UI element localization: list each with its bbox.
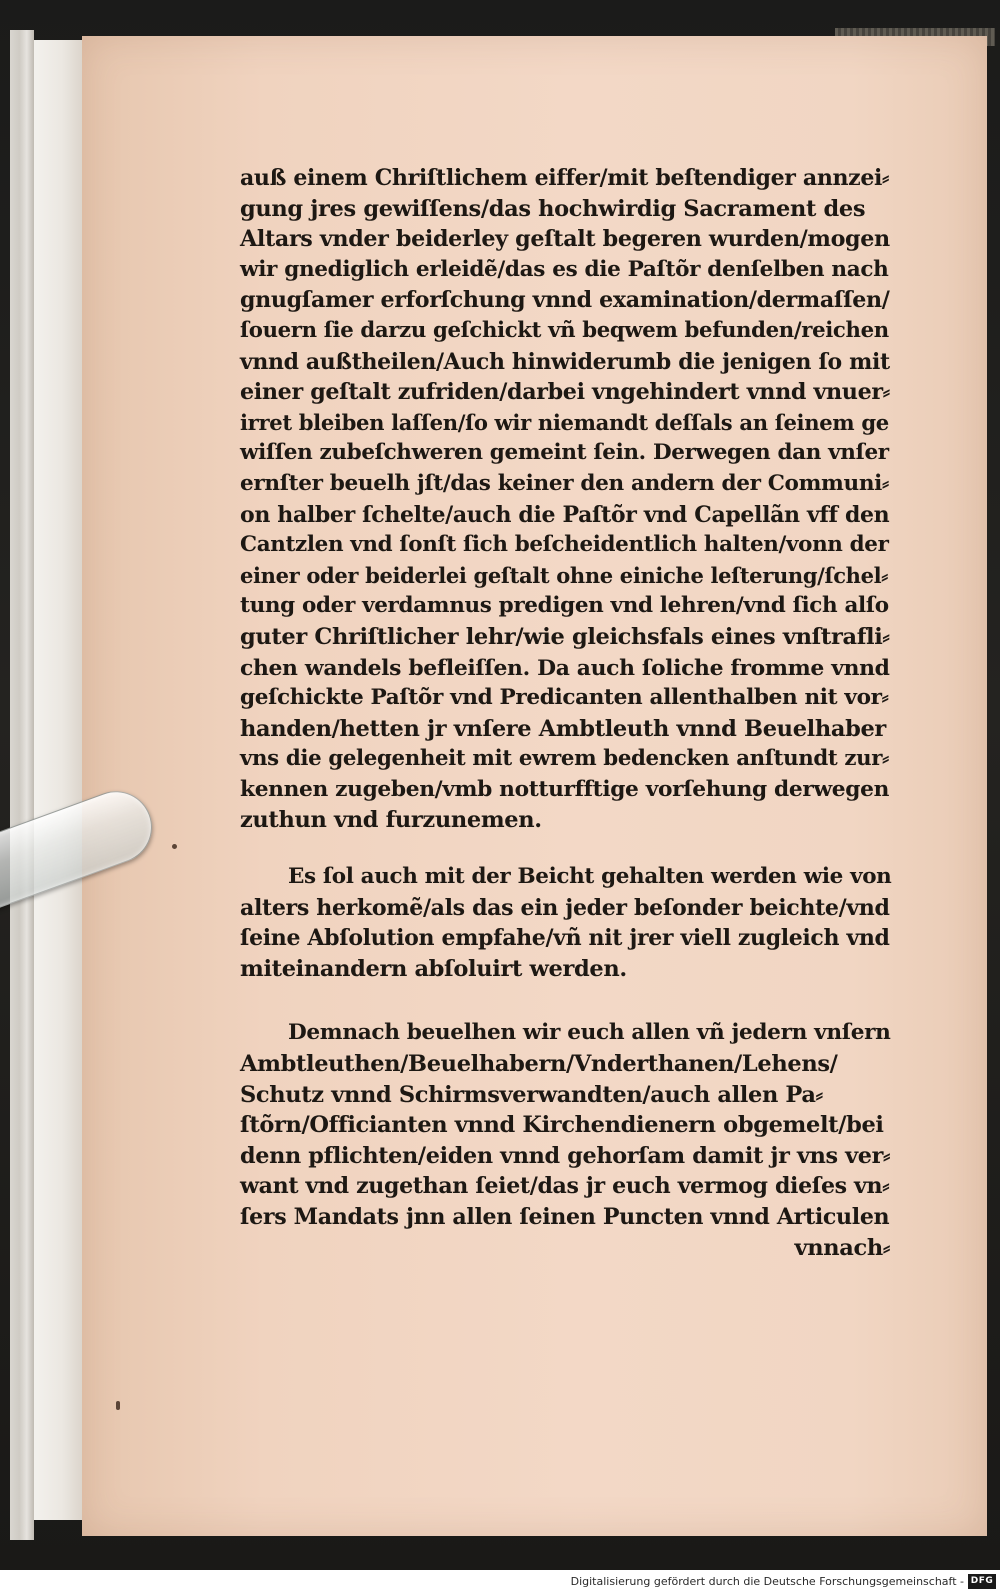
text-block <box>240 163 890 1263</box>
text-line: auß einem Chriſtlichem eiffer/mit beſtendiger annzei⸗ <box>240 165 890 191</box>
text-line: guter Chriſtlicher lehr/wie gleichsfals eines vnſtrafli⸗ <box>240 623 890 650</box>
text-line: einer oder beiderlei geſtalt ohne einiche leſterung/ſchel⸗ <box>240 562 888 588</box>
text-line: ernſter beuelh jſt/das keiner den andern der Communi⸗ <box>240 470 889 496</box>
text-line: handen/hetten jr vnſere Ambtleuth vnnd Beuelhaber <box>240 715 886 742</box>
text-line: ſouern ſie darzu geſchickt vñ beqwem befunden/reichen <box>240 317 889 343</box>
text-line: Cantzlen vnd ſonſt ſich beſcheidentlich halten/vonn der <box>240 532 889 558</box>
text-line: zuthun vnd furzunemen. <box>240 807 542 834</box>
text-line: Ambtleuthen/Beuelhabern/Vnderthanen/Lehens/ <box>240 1051 838 1078</box>
text-line: geſchickte Paſtõr vnd Predicanten allenthalben nit vor⸗ <box>240 685 889 711</box>
text-line: kennen zugeben/vmb notturfftige vorſehung derwegen <box>240 776 890 802</box>
paragraph-communion <box>240 163 890 836</box>
catchword-line <box>240 1233 890 1264</box>
text-line: miteinandern abſoluirt werden. <box>240 955 627 982</box>
paragraph-command <box>240 1018 890 1232</box>
book-page <box>82 36 987 1536</box>
text-line: Es ſol auch mit der Beicht gehalten werden wie von <box>288 864 892 890</box>
text-line: want vnd zugethan ſeiet/das jr euch vermog dieſes vn⸗ <box>240 1173 890 1200</box>
text-line: Demnach beuelhen wir euch allen vñ jedern vnſern <box>288 1020 891 1046</box>
text-line: chen wandels befleiſſen. Da auch ſoliche fromme vnnd <box>240 654 890 681</box>
text-line: ſers Mandats jnn allen ſeinen Puncten vnnd Articulen <box>240 1204 890 1230</box>
text-line: gnugſamer erforſchung vnnd examination/dermaſſen/ <box>240 287 890 314</box>
footer-credit: Digitalisierung gefördert durch die Deutsche Forschungsgemeinschaft - <box>570 1575 964 1588</box>
text-line: tung oder verdamnus predigen vnd lehren/vnd ſich alſo <box>240 593 889 619</box>
page-speck <box>172 844 177 849</box>
text-line: irret bleiben laſſen/ſo wir niemandt deſſals an ſeinem ge <box>240 409 889 435</box>
text-line: wiſſen zubeſchweren gemeint ſein. Derwegen dan vnſer <box>240 440 889 466</box>
paragraph-confession <box>240 862 890 984</box>
page-edge-stack <box>10 30 34 1540</box>
text-line: Schutz vnnd Schirmsverwandten/auch allen Pa⸗ <box>240 1081 823 1108</box>
text-line: einer geſtalt zufriden/darbei vngehindert vnnd vnuer⸗ <box>240 379 890 406</box>
page-margin-edge <box>34 40 82 1520</box>
text-line: alters herkomẽ/als das ein jeder beſonder beichte/vnd <box>240 894 890 921</box>
text-line: vns die gelegenheit mit ewrem bedencken anſtundt zur⸗ <box>240 746 889 772</box>
page-speck <box>116 1401 120 1410</box>
footer-bar <box>0 1570 1000 1595</box>
text-line: wir gnediglich erleidẽ/das es die Paſtõr denſelben nach <box>240 256 889 282</box>
text-line: vnnd außtheilen/Auch hinwiderumb die jenigen ſo mit <box>240 348 890 375</box>
catchword: vnnach⸗ <box>794 1234 890 1261</box>
text-line: ſtõrn/Officianten vnnd Kirchendienern obgemelt/bei <box>240 1112 884 1139</box>
text-line: denn pflichten/eiden vnnd gehorſam damit jr vns ver⸗ <box>240 1142 891 1169</box>
text-line: Altars vnder beiderley geſtalt begeren wurden/mogen <box>240 226 890 253</box>
text-line: gung jres gewiſſens/das hochwirdig Sacrament des <box>240 195 866 222</box>
dfg-logo: DFG <box>968 1574 996 1589</box>
text-line: on halber ſchelte/auch die Paſtõr vnd Capellãn vff den <box>240 501 890 528</box>
text-line: ſeine Abſolution empfahe/vñ nit jrer viell zugleich vnd <box>240 925 890 952</box>
